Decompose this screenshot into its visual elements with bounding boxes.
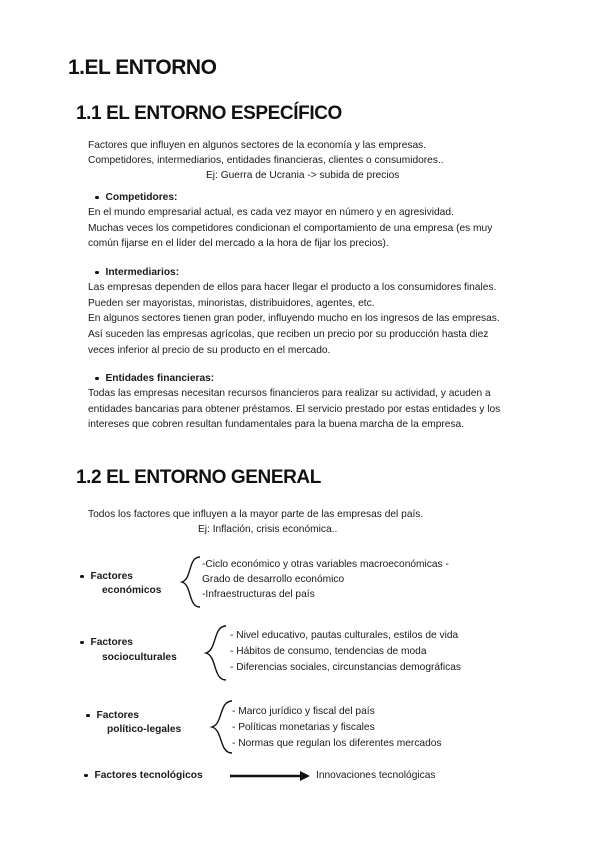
intermediarios-line: Las empresas dependen de ellos para hacer llegar el producto a los consumidores finales. xyxy=(88,282,497,293)
competidores-label: Competidores: xyxy=(105,192,178,203)
brace-icon xyxy=(180,556,204,608)
page-title: 1.EL ENTORNO xyxy=(68,56,217,79)
financieras-line: entidades bancarias para obtener préstamos. El servicio prestado por estas entidades y los xyxy=(88,403,501,415)
bullet-dot-icon xyxy=(80,575,84,579)
competidores-text xyxy=(88,205,492,252)
bullet-dot-icon xyxy=(86,714,90,718)
financieras-label: Entidades financieras: xyxy=(105,373,215,384)
politico-label-2: político-legales xyxy=(107,724,182,735)
arrow-right-icon xyxy=(230,770,312,782)
politico-item: - Políticas monetarias y fiscales xyxy=(232,722,375,733)
politico-item: - Marco jurídico y fiscal del país xyxy=(232,706,375,717)
economicos-item: -Ciclo económico y otras variables macroeconómicas - xyxy=(202,559,449,570)
brace-icon xyxy=(204,625,230,681)
politico-item: - Normas que regulan los diferentes mercados xyxy=(232,738,442,749)
competidores-line: Muchas veces los competidores condicionan el comportamiento de una empresa (es muy xyxy=(88,222,493,234)
bullet-competidores xyxy=(95,192,177,203)
intermediarios-line: Así suceden las empresas agrícolas, que reciben un precio por su producción hasta diez xyxy=(88,329,489,341)
socioculturales-item: - Hábitos de consumo, tendencias de moda xyxy=(230,646,427,657)
economicos-label-2: económicos xyxy=(102,585,162,596)
section-title-specific: 1.1 EL ENTORNO ESPECÍFICO xyxy=(76,103,342,124)
bullet-dot-icon xyxy=(80,641,84,645)
bullet-intermediarios xyxy=(95,267,179,278)
tecnologicos-label: Factores tecnológicos xyxy=(94,770,203,781)
economicos-label-1: Factores xyxy=(90,571,133,582)
financieras-line: intereses que cobren resultan fundamentales para la buena marcha de la empresa. xyxy=(88,419,465,431)
financieras-line: Todas las empresas necesitan recursos financieros para realizar su actividad, y acuden a xyxy=(88,388,491,399)
competidores-line: En el mundo empresarial actual, es cada vez mayor en número y en agresividad. xyxy=(88,207,454,218)
specific-example: Ej: Guerra de Ucrania -> subida de precios xyxy=(206,170,400,181)
intermediarios-text xyxy=(88,280,500,359)
socioculturales-label-2: socioculturales xyxy=(102,652,177,663)
general-example: Ej: Inflación, crisis económica.. xyxy=(198,524,338,535)
intermediarios-line: veces inferior al precio de su producto en el mercado. xyxy=(88,344,331,356)
specific-intro-line-1: Factores que influyen en algunos sectores de la economía y las empresas. xyxy=(88,140,427,151)
economicos-item: -Infraestructuras del país xyxy=(202,589,315,600)
bullet-financieras xyxy=(95,373,214,384)
intermediarios-line: En algunos sectores tienen gran poder, influyendo mucho en los ingresos de las empresas. xyxy=(88,313,500,325)
bullet-dot-icon xyxy=(95,271,99,275)
economicos-item: Grado de desarrollo económico xyxy=(202,574,345,585)
bullet-dot-icon xyxy=(95,377,99,381)
intermediarios-label: Intermediarios: xyxy=(105,267,180,278)
bullet-economicos xyxy=(80,571,133,582)
socioculturales-item: - Diferencias sociales, circunstancias demográficas xyxy=(230,662,462,673)
bullet-dot-icon xyxy=(95,196,99,200)
tecnologicos-result: Innovaciones tecnológicas xyxy=(316,770,436,781)
specific-intro-line-2: Competidores, intermediarios, entidades financieras, clientes o consumidores.. xyxy=(88,155,444,166)
bullet-dot-icon xyxy=(84,774,88,778)
general-intro-line: Todos los factores que influyen a la mayor parte de las empresas del país. xyxy=(88,509,424,520)
bullet-politico xyxy=(86,710,139,721)
politico-label-1: Factores xyxy=(96,710,139,721)
competidores-line: común fijarse en el líder del mercado a la hora de fijar los precios). xyxy=(88,238,389,250)
section-title-general: 1.2 EL ENTORNO GENERAL xyxy=(76,467,321,488)
socioculturales-label-1: Factores xyxy=(90,637,133,648)
bullet-socioculturales xyxy=(80,637,133,648)
intermediarios-line: Pueden ser mayoristas, minoristas, distribuidores, agentes, etc. xyxy=(88,297,375,309)
bullet-tecnologicos xyxy=(84,770,203,781)
socioculturales-item: - Nivel educativo, pautas culturales, estilos de vida xyxy=(230,630,459,641)
financieras-text xyxy=(88,386,500,433)
